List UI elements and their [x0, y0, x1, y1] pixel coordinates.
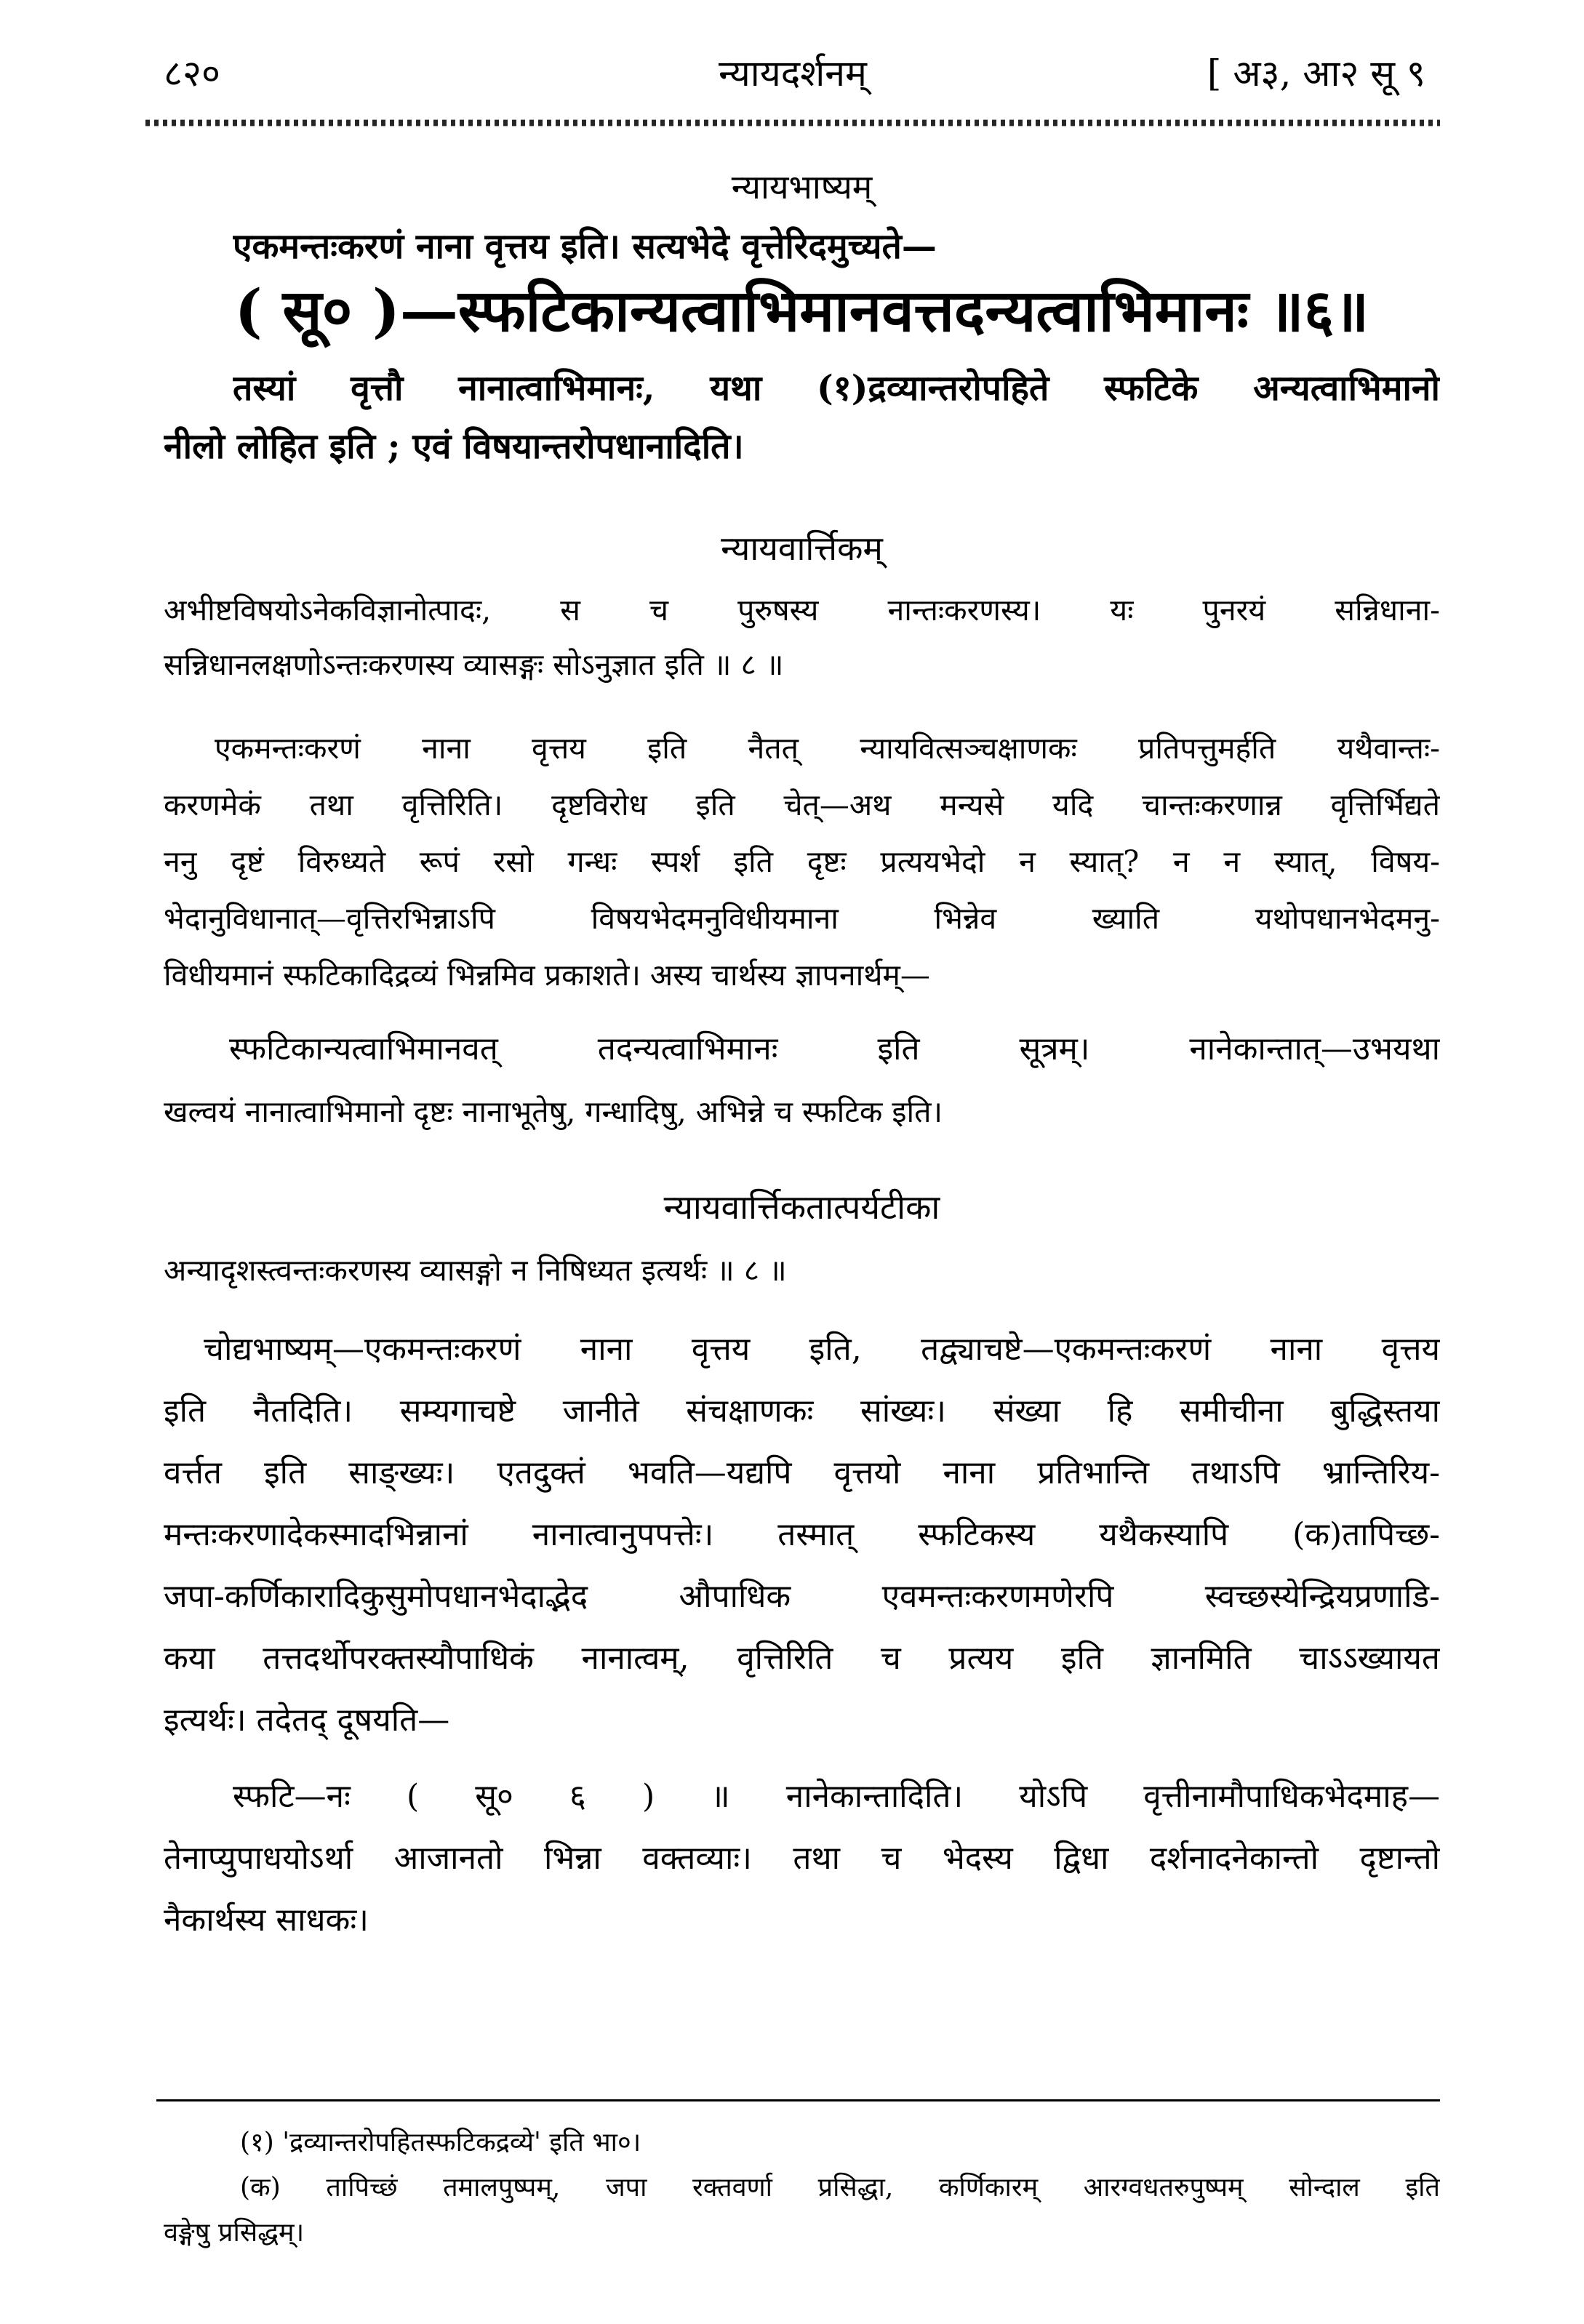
- tika-line: वर्त्तत इति साङ्ख्यः। एतदुक्तं भवति—यद्यपि वृत्तयो नाना प्रतिभान्ति तथाऽपि भ्रान्तिरिय-: [164, 1454, 1440, 1491]
- tika-line: नैकार्थस्य साधकः।: [164, 1902, 369, 1939]
- sutra-line: ( सू० )—स्फटिकान्यत्वाभिमानवत्तदन्यत्वाभिमानः ॥६॥: [234, 276, 1369, 345]
- vartika-line: एकमन्तःकरणं नाना वृत्तय इति नैतत् न्यायवित्सञ्चक्षाणकः प्रतिपत्तुमर्हति यथैवान्तः-: [215, 731, 1440, 766]
- tika-heading: न्यायवार्त्तिकतात्पर्यटीका: [663, 1187, 940, 1227]
- tika-line: तेनाप्युपाधयोऽर्था आजानतो भिन्ना वक्तव्याः। तथा च भेदस्य द्विधा दर्शनादनेकान्तो दृष्टान्तो: [164, 1840, 1440, 1877]
- bhashya-heading: न्यायभाष्यम्: [731, 167, 873, 207]
- vartika-heading: न्यायवार्त्तिकम्: [721, 529, 883, 568]
- footnote: (क) तापिच्छं तमालपुष्पम्, जपा रक्तवर्णा प्रसिद्धा, कर्णिकारम् आरग्वधतरुपुष्पम् सोन्दाल इति: [240, 2173, 1440, 2203]
- header-rule: [145, 115, 1440, 131]
- tika-line: कया तत्तदर्थोपरक्तस्यौपाधिकं नानात्वम्, वृत्तिरिति च प्रत्यय इति ज्ञानमिति चाऽऽख्यायत: [164, 1640, 1440, 1677]
- footnote: वङ्गेषु प्रसिद्धम्।: [164, 2218, 305, 2248]
- footnote: (१) 'द्रव्यान्तरोपहितस्फटिकद्रव्ये' इति भा०।: [240, 2128, 641, 2157]
- tika-line: मन्तःकरणादेकस्मादभिन्नानां नानात्वानुपपत्तेः। तस्मात् स्फटिकस्य यथैकस्यापि (क)तापिच्छ-: [164, 1516, 1440, 1553]
- tika-line: इति नैतदिति। सम्यगाचष्टे जानीते संचक्षाणकः सांख्यः। संख्या हि समीचीना बुद्धिस्तया: [164, 1393, 1440, 1430]
- tika-text: [164, 1249, 1440, 2049]
- vartika-line: सन्निधानलक्षणोऽन्तःकरणस्य व्यासङ्गः सोऽनुज्ञात इति ॥ ८ ॥: [164, 647, 784, 682]
- vartika-line: ननु दृष्टं विरुध्यते रूपं रसो गन्धः स्पर्श इति दृष्टः प्रत्ययभेदो न स्यात्? न न स्यात्, विषय-: [164, 844, 1440, 879]
- bhashya-line: नीलो लोहित इति ; एवं विषयान्तरोपधानादिति।: [164, 426, 744, 467]
- footnotes: [164, 2123, 1440, 2276]
- page-number: ८२०: [164, 52, 220, 95]
- vartika-line: अभीष्टविषयोऽनेकविज्ञानोत्पादः, स च पुरुषस्य नान्तःकरणस्य। यः पुनरयं सन्निधाना-: [164, 593, 1440, 628]
- footnote-rule: [156, 2099, 1440, 2101]
- vartika-line: करणमेकं तथा वृत्तिरिति। दृष्टविरोध इति चेत्—अथ मन्यसे यदि चान्तःकरणान्न वृत्तिर्भिद्यते: [164, 788, 1440, 822]
- vartika-line: स्फटिकान्यत्वाभिमानवत् तदन्यत्वाभिमानः इति सूत्रम्। नानेकान्तात्—उभयथा: [229, 1030, 1440, 1067]
- vartika-line: विधीयमानं स्फटिकादिद्रव्यं भिन्नमिव प्रकाशते। अस्य चार्थस्य ज्ञापनार्थम्—: [164, 958, 930, 993]
- bhashya-line: एकमन्तःकरणं नाना वृत्तय इति। सत्यभेदे वृत्तेरिदमुच्यते—: [233, 226, 937, 267]
- running-head: [145, 40, 1440, 105]
- book-title: न्यायदर्शनम्: [719, 52, 867, 95]
- vartika-line: भेदानुविधानात्—वृत्तिरभिन्नाऽपि विषयभेदमनुविधीयमाना भिन्नेव ख्याति यथोपधानभेदमनु-: [164, 901, 1440, 936]
- tika-line: चोद्यभाष्यम्—एकमन्तःकरणं नाना वृत्तय इति, तद्व्याचष्टे—एकमन्तःकरणं नाना वृत्तय: [204, 1331, 1440, 1368]
- vartika-text: [164, 589, 1440, 1156]
- section-reference: [ अ३, आ२ सू ९: [1207, 52, 1425, 95]
- tika-line: इत्यर्थः। तदेतद् दूषयति—: [164, 1702, 450, 1739]
- bhashya-line: तस्यां वृत्तौ नानात्वाभिमानः, यथा (१)द्रव्यान्तरोपहिते स्फटिके अन्यत्वाभिमानो: [233, 368, 1440, 409]
- vartika-line: खल्वयं नानात्वाभिमानो दृष्टः नानाभूतेषु, गन्धादिषु, अभिन्ने च स्फटिक इति।: [164, 1094, 943, 1129]
- tika-line: जपा-कर्णिकारादिकुसुमोपधानभेदाद्भेद औपाधिक एवमन्तःकरणमणेरपि स्वच्छस्येन्द्रियप्रणाडि-: [164, 1578, 1440, 1615]
- tika-line: स्फटि—नः ( सू० ६ ) ॥ नानेकान्तादिति। योऽपि वृत्तीनामौपाधिकभेदमाह—: [233, 1778, 1440, 1815]
- tika-line: अन्यादृशस्त्वन्तःकरणस्य व्यासङ्गो न निषिध्यत इत्यर्थः ॥ ८ ॥: [164, 1253, 787, 1288]
